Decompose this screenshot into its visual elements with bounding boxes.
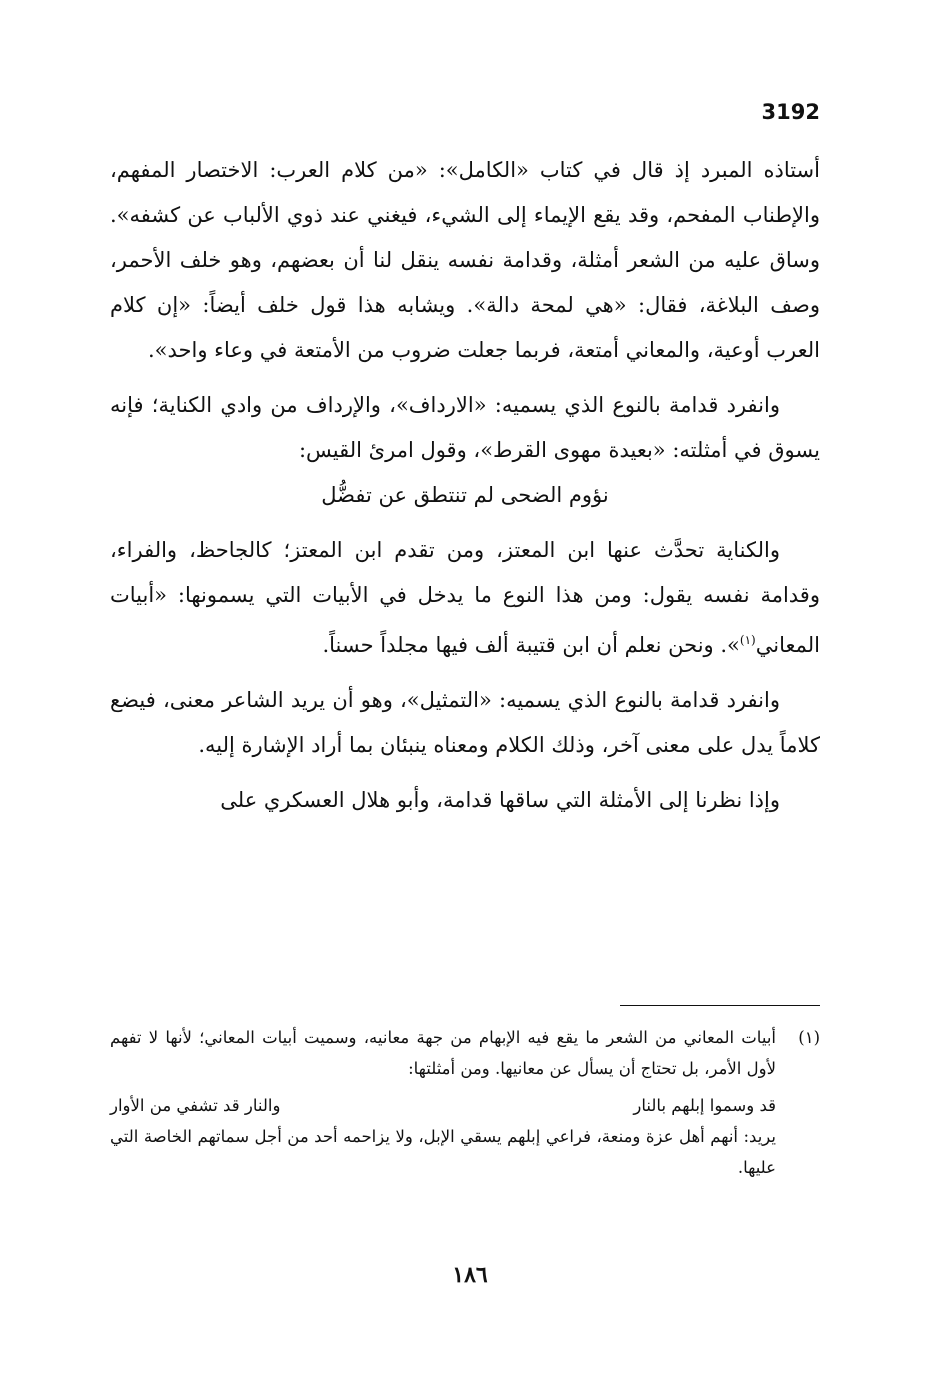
paragraph <box>110 528 820 668</box>
poetry-verse: نؤوم الضحى لم تنتطق عن تفضُّل <box>321 483 609 507</box>
paragraph: وانفرد قدامة بالنوع الذي يسميه: «التمثيل»، وهو أن يريد الشاعر معنى، فيضع كلاماً يدل على معنى آخر، وذلك الكلام ومعناه ينبئان بما أراد الإشارة إليه. <box>110 688 820 757</box>
footnote-explanation: يريد: أنهم أهل عزة ومنعة، فراعي إبلهم يسقي الإبل، ولا يزاحمه أحد من أجل سماتهم الخاصة التي عليها. <box>110 1127 776 1177</box>
verse-second-hemistich: والنار قد تشفي من الأوار <box>110 1096 281 1115</box>
page-number-top: 3192 <box>761 100 820 124</box>
paragraph: وإذا نظرنا إلى الأمثلة التي ساقها قدامة، وأبو هلال العسكري على <box>220 788 780 812</box>
footnote-reference: (١) <box>739 633 756 647</box>
footnote-separator <box>620 1005 820 1006</box>
verse-first-hemistich: قد وسموا إبلهم بالنار <box>633 1096 776 1115</box>
page-number-bottom: ١٨٦ <box>452 1262 488 1288</box>
paragraph-text: والكناية تحدَّث عنها ابن المعتز، ومن تقدم ابن المعتز؛ كالجاحظ، والفراء، وقدامة نفسه يقول: ومن هذا النوع ما يدخل في الأبيات التي يسمونها: «أبيات المعاني <box>110 538 820 657</box>
footnote-verse <box>110 1090 820 1121</box>
paragraph-text: ». ونحن نعلم أن ابن قتيبة ألف فيها مجلداً حسناً. <box>322 633 740 657</box>
footnote-marker: (١) <box>798 1028 820 1047</box>
footnotes <box>110 1022 820 1183</box>
footnote-text <box>110 1022 820 1084</box>
paragraph: أستاذه المبرد إذ قال في كتاب «الكامل»: «من كلام العرب: الاختصار المفهم، والإطناب المفحم، وقد يقع الإيماء إلى الشيء، فيغني عند ذوي الألباب عن كشفه». وساق عليه من الشعر أمثلة، وقدامة نفسه ينقل لنا أن بعضهم، وهو خلف الأحمر، وصف البلاغة، فقال: «هي لمحة دالة». ويشابه هذا قول خلف أيضاً: «إن كلام العرب أوعية، والمعاني أمتعة، فربما جعلت ضروب من الأمتعة في وعاء واحد». <box>110 158 820 362</box>
main-text <box>110 148 820 823</box>
footnote-body: أبيات المعاني من الشعر ما يقع فيه الإبهام من جهة معانيه، وسميت أبيات المعاني؛ لأنها لا تفهم لأول الأمر، بل تحتاج أن يسأل عن معانيها. ومن أمثلتها: <box>110 1028 776 1078</box>
paragraph: وانفرد قدامة بالنوع الذي يسميه: «الارداف»، والإرداف من وادي الكناية؛ فإنه يسوق في أمثلته: «بعيدة مهوى القرط»، وقول امرئ القيس: <box>110 393 820 462</box>
